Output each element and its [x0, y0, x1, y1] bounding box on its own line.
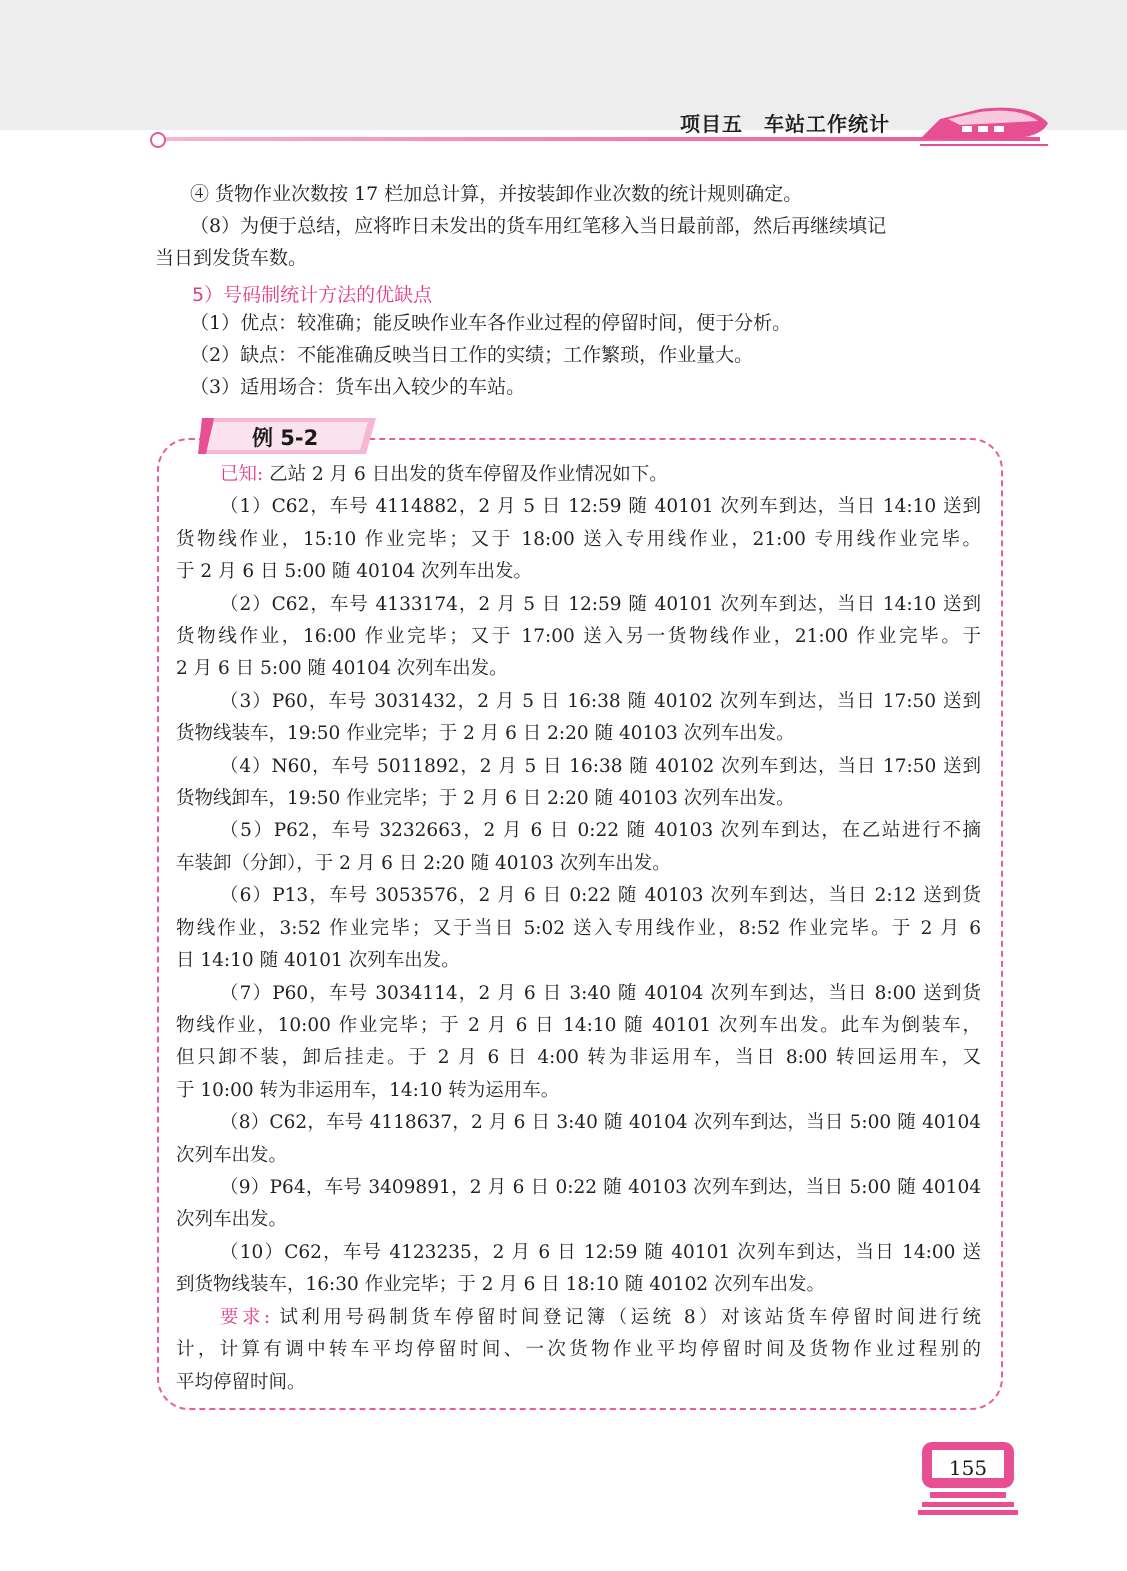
header-rule-dot [150, 132, 166, 148]
example-label: 例 5-2 [252, 426, 319, 450]
body-line-2b: 当日到发货车数。 [155, 247, 308, 269]
header-rule [160, 137, 1040, 141]
applicable-line: （3）适用场合：货车出入较少的车站。 [190, 376, 526, 398]
requirement-line: 试利用号码制货车停留时间登记簿（运统 8）对该站货车停留时间进行统 [279, 1307, 982, 1328]
requirement-line: 计，计算有调中转车平均停留时间、一次货物作业平均停留时间及货物作业过程别的 [176, 1339, 981, 1360]
item-line: 次列车出发。 [176, 1145, 288, 1166]
item-line: （3）P60，车号 3031432，2 月 5 日 16:38 随 40102 次列车到达，当日 17:50 送到 [220, 691, 981, 712]
known-label: 已知: [220, 464, 264, 485]
item-line: （1）C62，车号 4114882，2 月 5 日 12:59 随 40101 次列车到达，当日 14:10 送到 [220, 496, 981, 517]
item-line: 物线作业，3:52 作业完毕；又于当日 5:02 送入专用线作业，8:52 作业完毕。于 2 月 6 [176, 918, 981, 939]
item-line: 于 10:00 转为非运用车，14:10 转为运用车。 [176, 1080, 560, 1101]
advantage-line: （1）优点：较准确；能反映作业车各作业过程的停留时间，便于分析。 [190, 312, 792, 334]
item-line: 到货物线装车，16:30 作业完毕；于 2 月 6 日 18:10 随 40102 次列车出发。 [176, 1274, 825, 1295]
item-line: （10）C62，车号 4123235，2 月 6 日 12:59 随 40101 次列车到达，当日 14:00 送 [220, 1242, 981, 1263]
item-line: （2）C62，车号 4133174，2 月 5 日 12:59 随 40101 次列车到达，当日 14:10 送到 [220, 594, 981, 615]
item-line: （8）C62，车号 4118637，2 月 6 日 3:40 随 40104 次列车到达，当日 5:00 随 40104 [220, 1112, 981, 1133]
requirement-line: 平均停留时间。 [176, 1372, 306, 1393]
item-line: 物线作业，10:00 作业完毕；于 2 月 6 日 14:10 随 40101 次列车出发。此车为倒装车， [176, 1015, 981, 1036]
body-line-1: ④ 货物作业次数按 17 栏加总计算，并按装卸作业次数的统计规则确定。 [190, 183, 803, 205]
item-line: （9）P64，车号 3409891，2 月 6 日 0:22 随 40103 次列车到达，当日 5:00 随 40104 [220, 1177, 981, 1198]
item-line: 次列车出发。 [176, 1209, 288, 1230]
example-known [220, 459, 981, 491]
item-line: 于 2 月 6 日 5:00 随 40104 次列车出发。 [176, 561, 532, 582]
item-line: 2 月 6 日 5:00 随 40104 次列车出发。 [176, 658, 508, 679]
item-line: 货物线作业，16:00 作业完毕；又于 17:00 送入另一货物线作业，21:00 作业完毕。于 [176, 626, 981, 647]
item-line: （7）P60，车号 3034114，2 月 6 日 3:40 随 40104 次列车到达，当日 8:00 送到货 [220, 983, 981, 1004]
page-number: 155 [948, 1456, 988, 1480]
item-line: 货物线作业，15:10 作业完毕；又于 18:00 送入专用线作业，21:00 专用线作业完毕。 [176, 529, 981, 550]
item-line: 车装卸（分卸），于 2 月 6 日 2:20 随 40103 次列车出发。 [176, 853, 671, 874]
item-line: 日 14:10 随 40101 次列车出发。 [176, 950, 460, 971]
requirement-label: 要求: [220, 1307, 271, 1328]
item-line: （4）N60，车号 5011892，2 月 5 日 16:38 随 40102 次列车到达，当日 17:50 送到 [220, 756, 981, 777]
body-line-2a: （8）为便于总结，应将昨日未发出的货车用红笔移入当日最前部，然后再继续填记 [190, 215, 887, 237]
chapter-title: 项目五 车站工作统计 [680, 112, 890, 136]
section-subheading: 5）号码制统计方法的优缺点 [192, 284, 433, 306]
item-line: 但只卸不装，卸后挂走。于 2 月 6 日 4:00 转为非运用车，当日 8:00 转回运用车，又 [176, 1047, 981, 1068]
known-text: 乙站 2 月 6 日出发的货车停留及作业情况如下。 [269, 464, 668, 485]
item-line: 货物线卸车，19:50 作业完毕；于 2 月 6 日 2:20 随 40103 次列车出发。 [176, 788, 795, 809]
example-requirement [220, 1302, 981, 1334]
item-line: （6）P13，车号 3053576，2 月 6 日 0:22 随 40103 次列车到达，当日 2:12 送到货 [220, 885, 981, 906]
train-icon [920, 95, 1050, 153]
item-line: （5）P62，车号 3232663，2 月 6 日 0:22 随 40103 次列车到达，在乙站进行不摘 [220, 820, 981, 841]
item-line: 货物线装车，19:50 作业完毕；于 2 月 6 日 2:20 随 40103 次列车出发。 [176, 723, 795, 744]
disadvantage-line: （2）缺点：不能准确反映当日工作的实绩；工作繁琐，作业量大。 [190, 344, 754, 366]
